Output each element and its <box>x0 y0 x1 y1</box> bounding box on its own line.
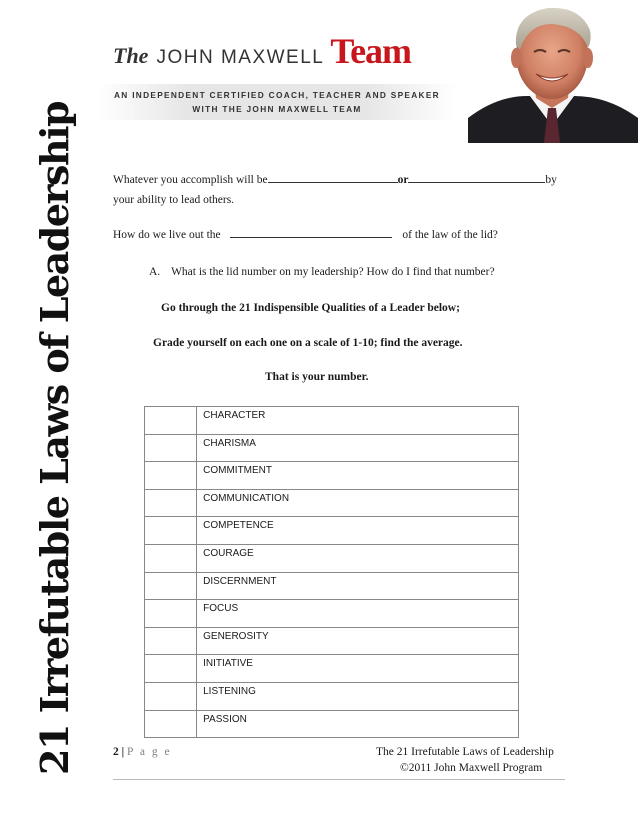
page-number-label <box>113 746 172 758</box>
question-2-end: of the law of the lid? <box>402 229 498 241</box>
quality-name-cell: GENEROSITY <box>197 627 519 655</box>
table-row <box>145 517 519 545</box>
question-2 <box>113 228 498 241</box>
quality-name-cell: INITIATIVE <box>197 655 519 683</box>
score-cell[interactable] <box>145 600 197 628</box>
page-label: P a g e <box>127 746 172 758</box>
answer-blank-1[interactable] <box>268 173 398 183</box>
logo-the: The <box>113 43 149 68</box>
table-row <box>145 600 519 628</box>
question-2-start: How do we live out the <box>113 229 221 241</box>
score-cell[interactable] <box>145 682 197 710</box>
score-cell[interactable] <box>145 517 197 545</box>
footer-copyright: ©2011 John Maxwell Program <box>400 762 543 774</box>
table-row <box>145 544 519 572</box>
table-row <box>145 682 519 710</box>
item-a-text: What is the lid number on my leadership? How do I find that number? <box>171 266 495 278</box>
table-row <box>145 462 519 490</box>
table-row <box>145 572 519 600</box>
footer-divider <box>113 779 565 780</box>
table-row <box>145 710 519 738</box>
quality-name-cell: LISTENING <box>197 682 519 710</box>
score-cell[interactable] <box>145 627 197 655</box>
score-cell[interactable] <box>145 655 197 683</box>
answer-blank-2[interactable] <box>408 173 545 183</box>
score-cell[interactable] <box>145 572 197 600</box>
qualities-table <box>144 406 519 738</box>
quality-name-cell: COMMUNICATION <box>197 489 519 517</box>
instruction-2: Grade yourself on each one on a scale of 1-10; find the average. <box>153 337 463 349</box>
item-a-marker: A. <box>149 266 161 278</box>
page-number: 2 <box>113 746 119 758</box>
question-1-start: Whatever you accomplish will be <box>113 174 268 186</box>
instruction-3: That is your number. <box>265 371 369 383</box>
portrait-photo <box>468 0 638 143</box>
john-maxwell-team-logo <box>113 30 412 71</box>
table-row <box>145 655 519 683</box>
side-title: 21 Irrefutable Laws of Leadership <box>32 101 77 775</box>
logo-john-maxwell: JOHN MAXWELL <box>156 47 325 68</box>
quality-name-cell: COURAGE <box>197 544 519 572</box>
item-a <box>149 266 495 278</box>
quality-name-cell: COMPETENCE <box>197 517 519 545</box>
table-row <box>145 434 519 462</box>
tagline-line-1: AN INDEPENDENT CERTIFIED COACH, TEACHER AND SPEAKER <box>114 90 440 100</box>
page-separator: | <box>121 746 125 758</box>
quality-name-cell: CHARISMA <box>197 434 519 462</box>
tagline-line-2: WITH THE JOHN MAXWELL TEAM <box>192 104 362 114</box>
footer-title: The 21 Irrefutable Laws of Leadership <box>376 746 554 758</box>
question-1-by: by <box>545 174 557 186</box>
score-cell[interactable] <box>145 462 197 490</box>
quality-name-cell: COMMITMENT <box>197 462 519 490</box>
score-cell[interactable] <box>145 407 197 435</box>
quality-name-cell: FOCUS <box>197 600 519 628</box>
question-1-line-1 <box>113 173 557 186</box>
table-row <box>145 407 519 435</box>
answer-blank-3[interactable] <box>230 228 392 238</box>
score-cell[interactable] <box>145 544 197 572</box>
score-cell[interactable] <box>145 710 197 738</box>
table-row <box>145 489 519 517</box>
tagline-band <box>98 84 456 120</box>
table-row <box>145 627 519 655</box>
instruction-1: Go through the 21 Indispensible Qualities of a Leader below; <box>161 302 460 314</box>
quality-name-cell: PASSION <box>197 710 519 738</box>
score-cell[interactable] <box>145 489 197 517</box>
question-1-or: or <box>397 174 409 186</box>
logo-team: Team <box>330 31 412 71</box>
score-cell[interactable] <box>145 434 197 462</box>
question-1-line-2: your ability to lead others. <box>113 194 235 206</box>
quality-name-cell: DISCERNMENT <box>197 572 519 600</box>
quality-name-cell: CHARACTER <box>197 407 519 435</box>
